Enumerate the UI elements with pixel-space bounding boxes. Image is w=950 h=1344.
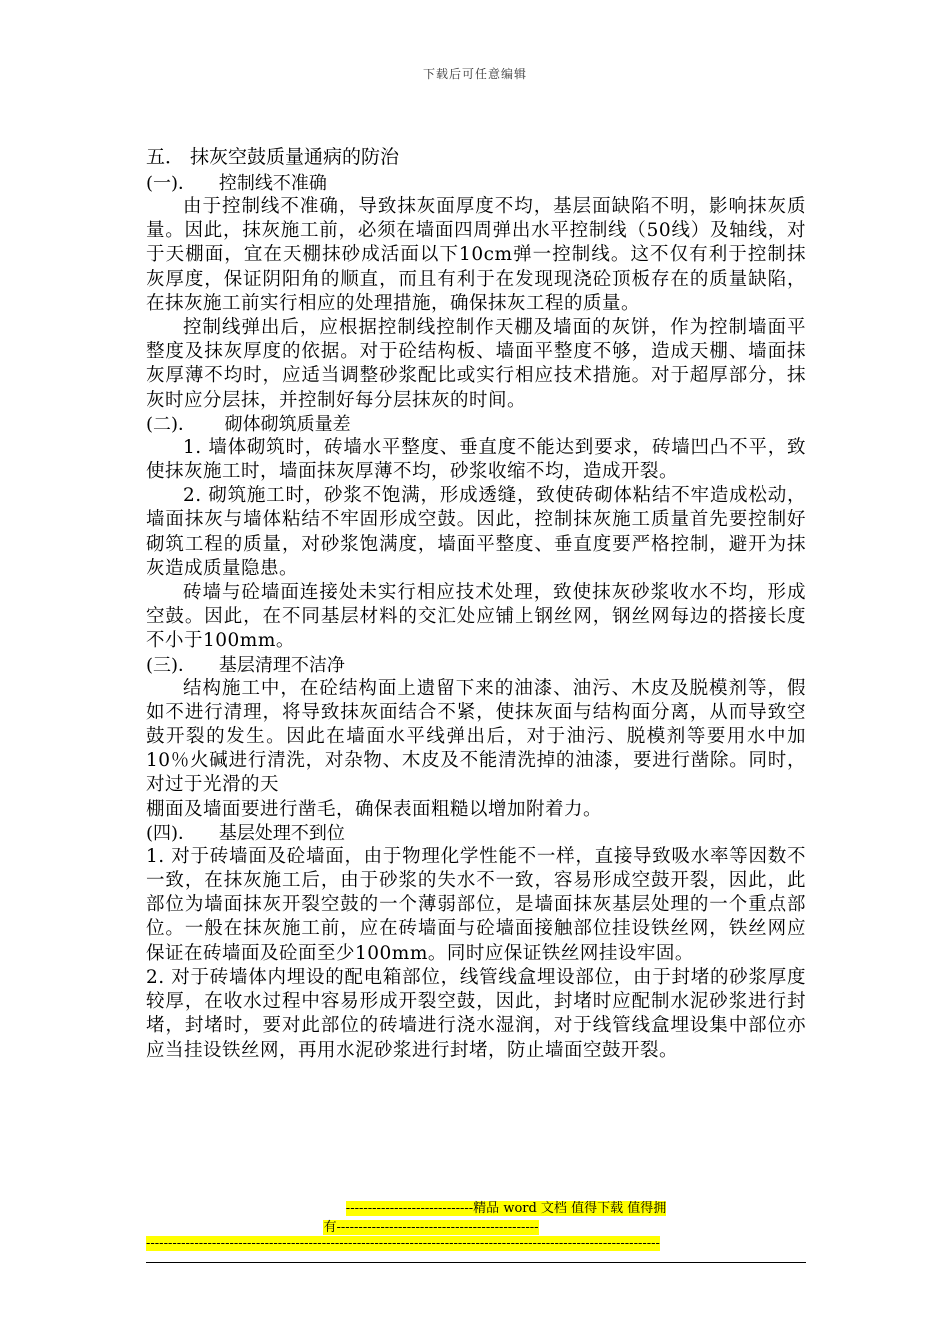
body-paragraph: 结构施工中，在砼结构面上遗留下来的油漆、油污、木皮及脱模剂等，假如不进行清理，将导致抹灰面结合不紧，使抹灰面与结构面分离，从而导致空鼓开裂的发生。因此在墙面水平线弹出后，对于油污、脱模剂等要用水中加10％火碱进行清洗，对杂物、木皮及不能清洗掉的油漆，要进行凿除。同时，对过于光滑的天 [146, 677, 806, 796]
section-heading: (一)． 控制线不准确 [146, 173, 327, 194]
footer-line-2: 有---------------------------------------------- [323, 1220, 539, 1235]
body-paragraph: 1. 对于砖墙面及砼墙面，由于物理化学性能不一样，直接导致吸水率等因数不一致，在抹灰施工后，由于砂浆的失水不一致，容易形成空鼓开裂，因此，此部位为墙面抹灰开裂空鼓的一个薄弱部位，是墙面抹灰基层处理的一个重点部位。一般在抹灰施工前，应在砖墙面与砼墙面接触部位挂设铁丝网，铁丝网应保证在砖墙面及砼面至少100mm。同时应保证铁丝网挂设牢固。 [146, 845, 806, 964]
body-paragraph: 由于控制线不准确，导致抹灰面厚度不均，基层面缺陷不明，影响抹灰质量。因此，抹灰施工前，必须在墙面四周弹出水平控制线（50线）及轴线，对于天棚面，宜在天棚抹砂成活面以下10cm弹一控制线。这不仅有利于控制抹灰厚度，保证阴阳角的顺直，而且有利于在发现现浇砼顶板存在的质量缺陷，在抹灰施工前实行相应的处理措施，确保抹灰工程的质量。 [146, 196, 806, 314]
section-heading: (三)． 基层清理不洁净 [146, 654, 345, 676]
body-paragraph: 棚面及墙面要进行凿毛，确保表面粗糙以增加附着力。 [146, 798, 603, 820]
page-header: 下载后可任意编辑 [422, 67, 527, 81]
body-paragraph: 1. 墙体砌筑时，砖墙水平整度、垂直度不能达到要求，砖墙凹凸不平，致使抹灰施工时，墙面抹灰厚薄不均，砂浆收缩不均，造成开裂。 [146, 436, 806, 483]
footer-banner [146, 1197, 806, 1253]
body-paragraph: 2. 对于砖墙体内埋设的配电箱部位，线管线盒埋设部位，由于封堵的砂浆厚度较厚，在收水过程中容易形成开裂空鼓，因此，封堵时应配制水泥砂浆进行封堵，封堵时，要对此部位的砖墙进行浇水湿润，对于线管线盒埋设集中部位亦应当挂设铁丝网，再用水泥砂浆进行封堵，防止墙面空鼓开裂。 [146, 966, 806, 1061]
section-heading: (四)． 基层处理不到位 [146, 822, 345, 844]
section-heading: (二)． 砌体砌筑质量差 [146, 413, 351, 435]
footer-divider [146, 1262, 806, 1263]
sections-container [146, 172, 806, 1063]
footer-line-3: --------------------------------------------------------------------------------------------------------------------- [146, 1236, 660, 1251]
document-body [146, 145, 806, 1063]
footer-line-1: -----------------------------精品 word 文档 值得下载 值得拥 [345, 1201, 667, 1216]
page-title: 五． 抹灰空鼓质量通病的防治 [146, 146, 400, 168]
body-paragraph: 砖墙与砼墙面连接处未实行相应技术处理，致使抹灰砂浆收水不均，形成空鼓。因此，在不同基层材料的交汇处应铺上钢丝网，钢丝网每边的搭接长度不小于100mm。 [146, 582, 806, 652]
body-paragraph: 控制线弹出后，应根据控制线控制作天棚及墙面的灰饼，作为控制墙面平整度及抹灰厚度的依据。对于砼结构板、墙面平整度不够，造成天棚、墙面抹灰厚薄不均时，应适当调整砂浆配比或实行相应技术措施。对于超厚部分，抹灰时应分层抹，并控制好每分层抹灰的时间。 [146, 317, 806, 411]
body-paragraph: 2. 砌筑施工时，砂浆不饱满，形成透缝，致使砖砌体粘结不牢造成松动，墙面抹灰与墙体粘结不牢固形成空鼓。因此，控制抹灰施工质量首先要控制好砌筑工程的质量，对砂浆饱满度，墙面平整度、垂直度要严格控制，避开为抹灰造成质量隐患。 [146, 485, 806, 579]
